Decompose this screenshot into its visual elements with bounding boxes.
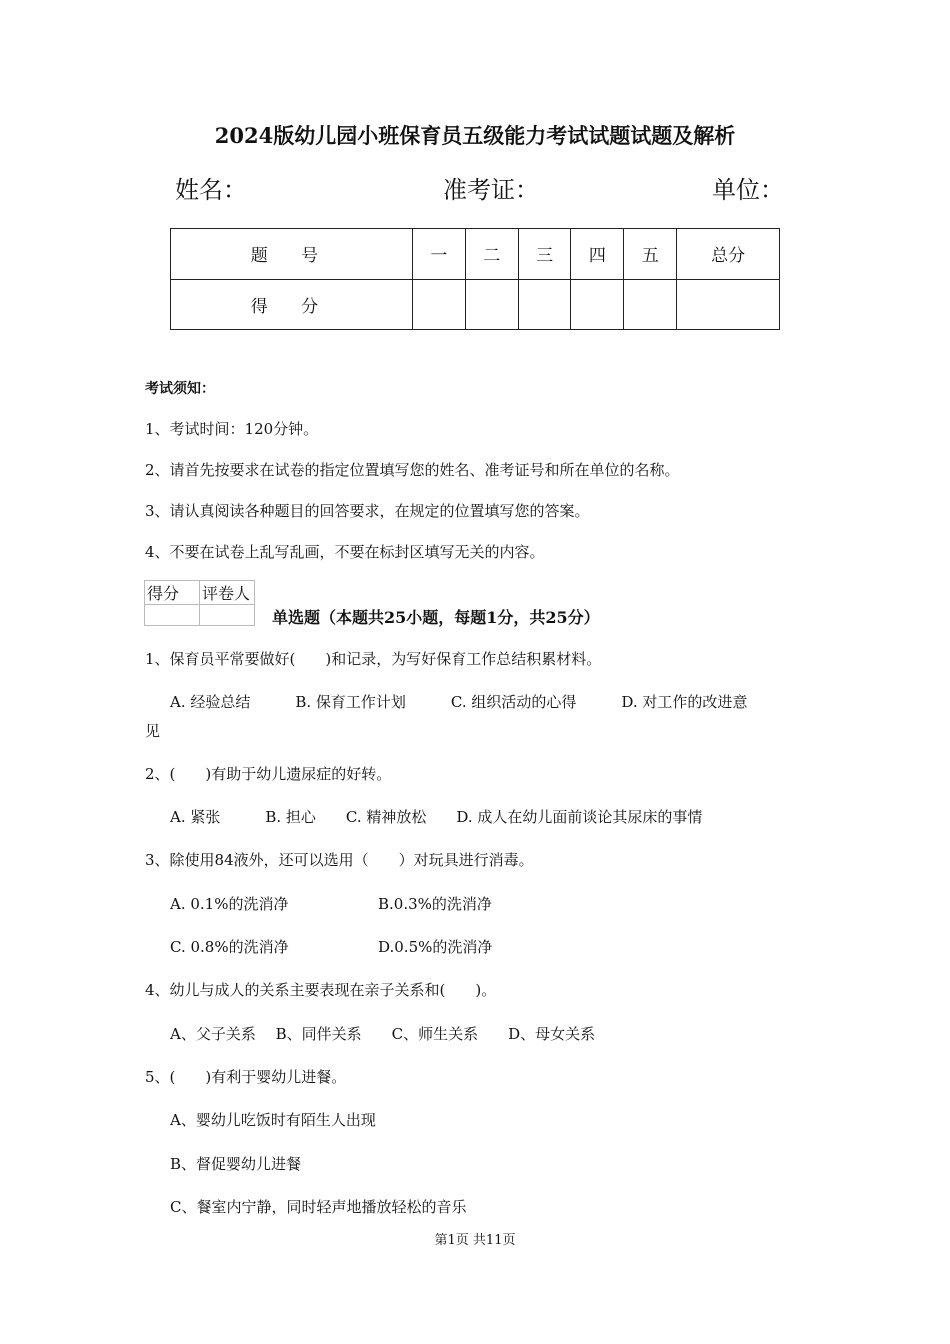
score-table-header-row (171, 229, 780, 280)
notice-item: 2、请首先按要求在试卷的指定位置填写您的姓名、准考证号和所在单位的名称。 (145, 461, 680, 479)
section-title: 单选题（本题共25小题，每题1分，共25分） (272, 608, 600, 627)
question-2-options: A. 紧张 B. 担心 C. 精神放松 D. 成人在幼儿面前谈论其尿床的事情 (170, 808, 703, 826)
unit-field-label: 单位： (712, 176, 784, 204)
score-table-header-5: 五 (624, 229, 677, 280)
question-5: 5、( )有利于婴幼儿进餐。 (145, 1068, 347, 1086)
notice-item: 3、请认真阅读各种题目的回答要求，在规定的位置填写您的答案。 (145, 502, 590, 520)
question-2: 2、( )有助于幼儿遗尿症的好转。 (145, 765, 392, 783)
question-3-option-d: D.0.5%的洗消净 (378, 938, 493, 956)
exam-id-field-label: 准考证： (443, 176, 539, 204)
score-cell-1[interactable] (412, 279, 465, 330)
question-3-option-a: A. 0.1%的洗消净 (170, 895, 289, 913)
question-1: 1、保育员平常要做好( )和记录，为写好保育工作总结积累材料。 (145, 650, 602, 668)
grader-score-cell[interactable] (145, 605, 200, 626)
question-3-option-b: B.0.3%的洗消净 (378, 895, 492, 913)
question-4-options: A、父子关系 B、同伴关系 C、师生关系 D、母女关系 (170, 1025, 596, 1043)
score-cell-5[interactable] (624, 279, 677, 330)
score-table-header-total: 总分 (677, 229, 780, 280)
grader-score-label: 得分 (145, 581, 200, 605)
question-5-option-c: C、餐室内宁静，同时轻声地播放轻松的音乐 (170, 1198, 467, 1216)
question-3: 3、除使用84液外，还可以选用（ ）对玩具进行消毒。 (145, 851, 534, 869)
grader-reviewer-cell[interactable] (200, 605, 255, 626)
score-table-score-row (171, 279, 780, 330)
question-1-options-cont: 见 (145, 722, 161, 740)
grader-box (144, 580, 255, 626)
page-footer: 第1页 共11页 (434, 1233, 516, 1248)
score-table-header-2: 二 (465, 229, 518, 280)
question-5-option-b: B、督促婴幼儿进餐 (170, 1155, 302, 1173)
score-table (170, 228, 780, 330)
score-cell-total[interactable] (677, 279, 780, 330)
score-table-header-label: 题 号 (171, 229, 413, 280)
page-title: 2024版幼儿园小班保育员五级能力考试试题试题及解析 (214, 123, 736, 148)
question-1-options: A. 经验总结 B. 保育工作计划 C. 组织活动的心得 D. 对工作的改进意 (170, 693, 748, 711)
score-table-header-1: 一 (412, 229, 465, 280)
score-cell-4[interactable] (571, 279, 624, 330)
grader-reviewer-label: 评卷人 (200, 581, 255, 605)
question-4: 4、幼儿与成人的关系主要表现在亲子关系和( )。 (145, 981, 497, 999)
score-table-row-label: 得 分 (171, 279, 413, 330)
score-table-header-3: 三 (518, 229, 571, 280)
notice-item: 4、不要在试卷上乱写乱画，不要在标封区填写无关的内容。 (145, 543, 545, 561)
question-5-option-a: A、婴幼儿吃饭时有陌生人出现 (170, 1111, 376, 1129)
question-3-option-c: C. 0.8%的洗消净 (170, 938, 289, 956)
notice-item: 1、考试时间：120分钟。 (145, 420, 319, 438)
notice-heading: 考试须知： (145, 381, 215, 397)
name-field-label: 姓名： (175, 176, 247, 204)
score-cell-2[interactable] (465, 279, 518, 330)
score-table-header-4: 四 (571, 229, 624, 280)
score-cell-3[interactable] (518, 279, 571, 330)
